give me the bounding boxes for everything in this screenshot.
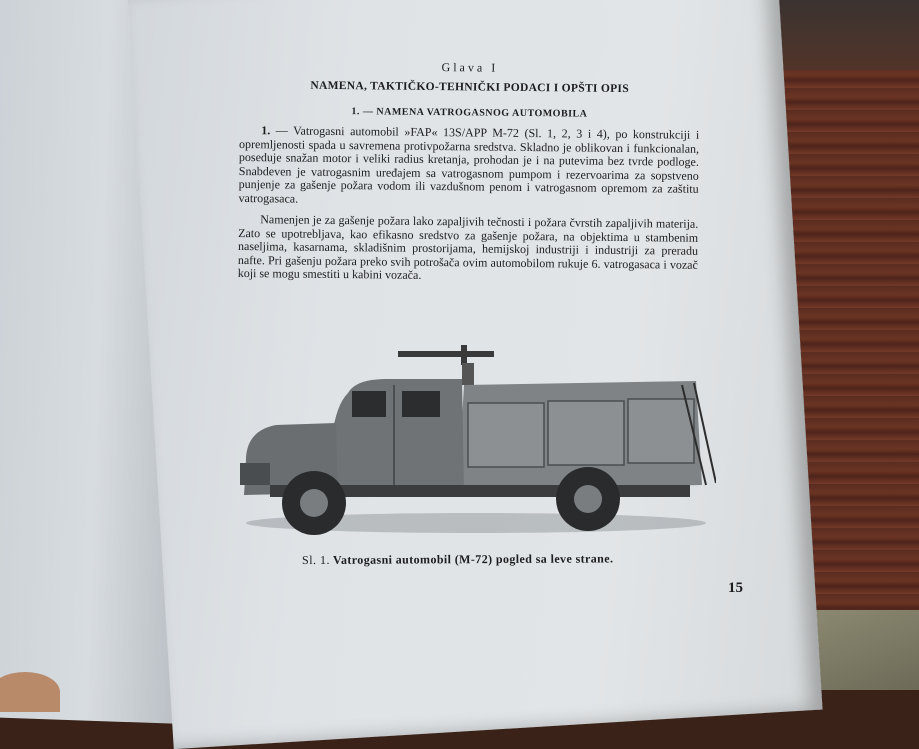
figure-caption (302, 551, 702, 568)
paragraph-number: 1. (261, 123, 271, 138)
paragraph-1-text: — Vatrogasni automobil »FAP« 13S/APP M-72 (Sl. 1, 2, 3 i 4), po konstrukciji i opremljenosti spada u savremena protivpožarna sredstva. Skladno je oblikovan i funkcionalan, poseduje snažan motor i veliki radius kretanja, prohodan je i na putevima bez tvrde podloge. Snabdeven je vatrogasnim uređajem sa vatrogasnom pumpom i rezervoarima za sopstveno punjenje za gašenje požara vodom ili vazdušnom penom i vatrogasnom opremom za zaštitu vatrogasaca. (238, 123, 700, 206)
thumb (0, 672, 60, 712)
figure-label: Sl. 1. (301, 552, 331, 568)
chapter-title: NAMENA, TAKTIČKO-TEHNIČKI PODACI I OPŠTI OPIS (310, 79, 630, 96)
page-number: 15 (728, 580, 743, 596)
figure-caption-text: Vatrogasni automobil (M-72) pogled sa leve strane. (332, 551, 614, 567)
chapter-label: Glava I (441, 60, 499, 75)
paragraph-1 (238, 124, 699, 210)
fire-truck-photo (236, 345, 716, 545)
section-heading: 1. — NAMENA VATROGASNOG AUTOMOBILA (351, 106, 588, 120)
paragraph-2: Namenjen je za gašenje požara lako zapaljivih tečnosti i požara čvrstih zapaljivih materija. Zato se upotrebljava, kao efikasno sredstvo za gašenje požara, na objektima u stambenim naseljima, kasarnama, skladišnim prostorijama, hemijskoj industriji i industriji za preradu nafte. Pri gašenju požara preko svih potrošača ovim automobilom rukuje 6. vatrogasaca i vozač koji se mogu smestiti u kabini vozača. (237, 212, 699, 282)
page-content (238, 58, 700, 293)
